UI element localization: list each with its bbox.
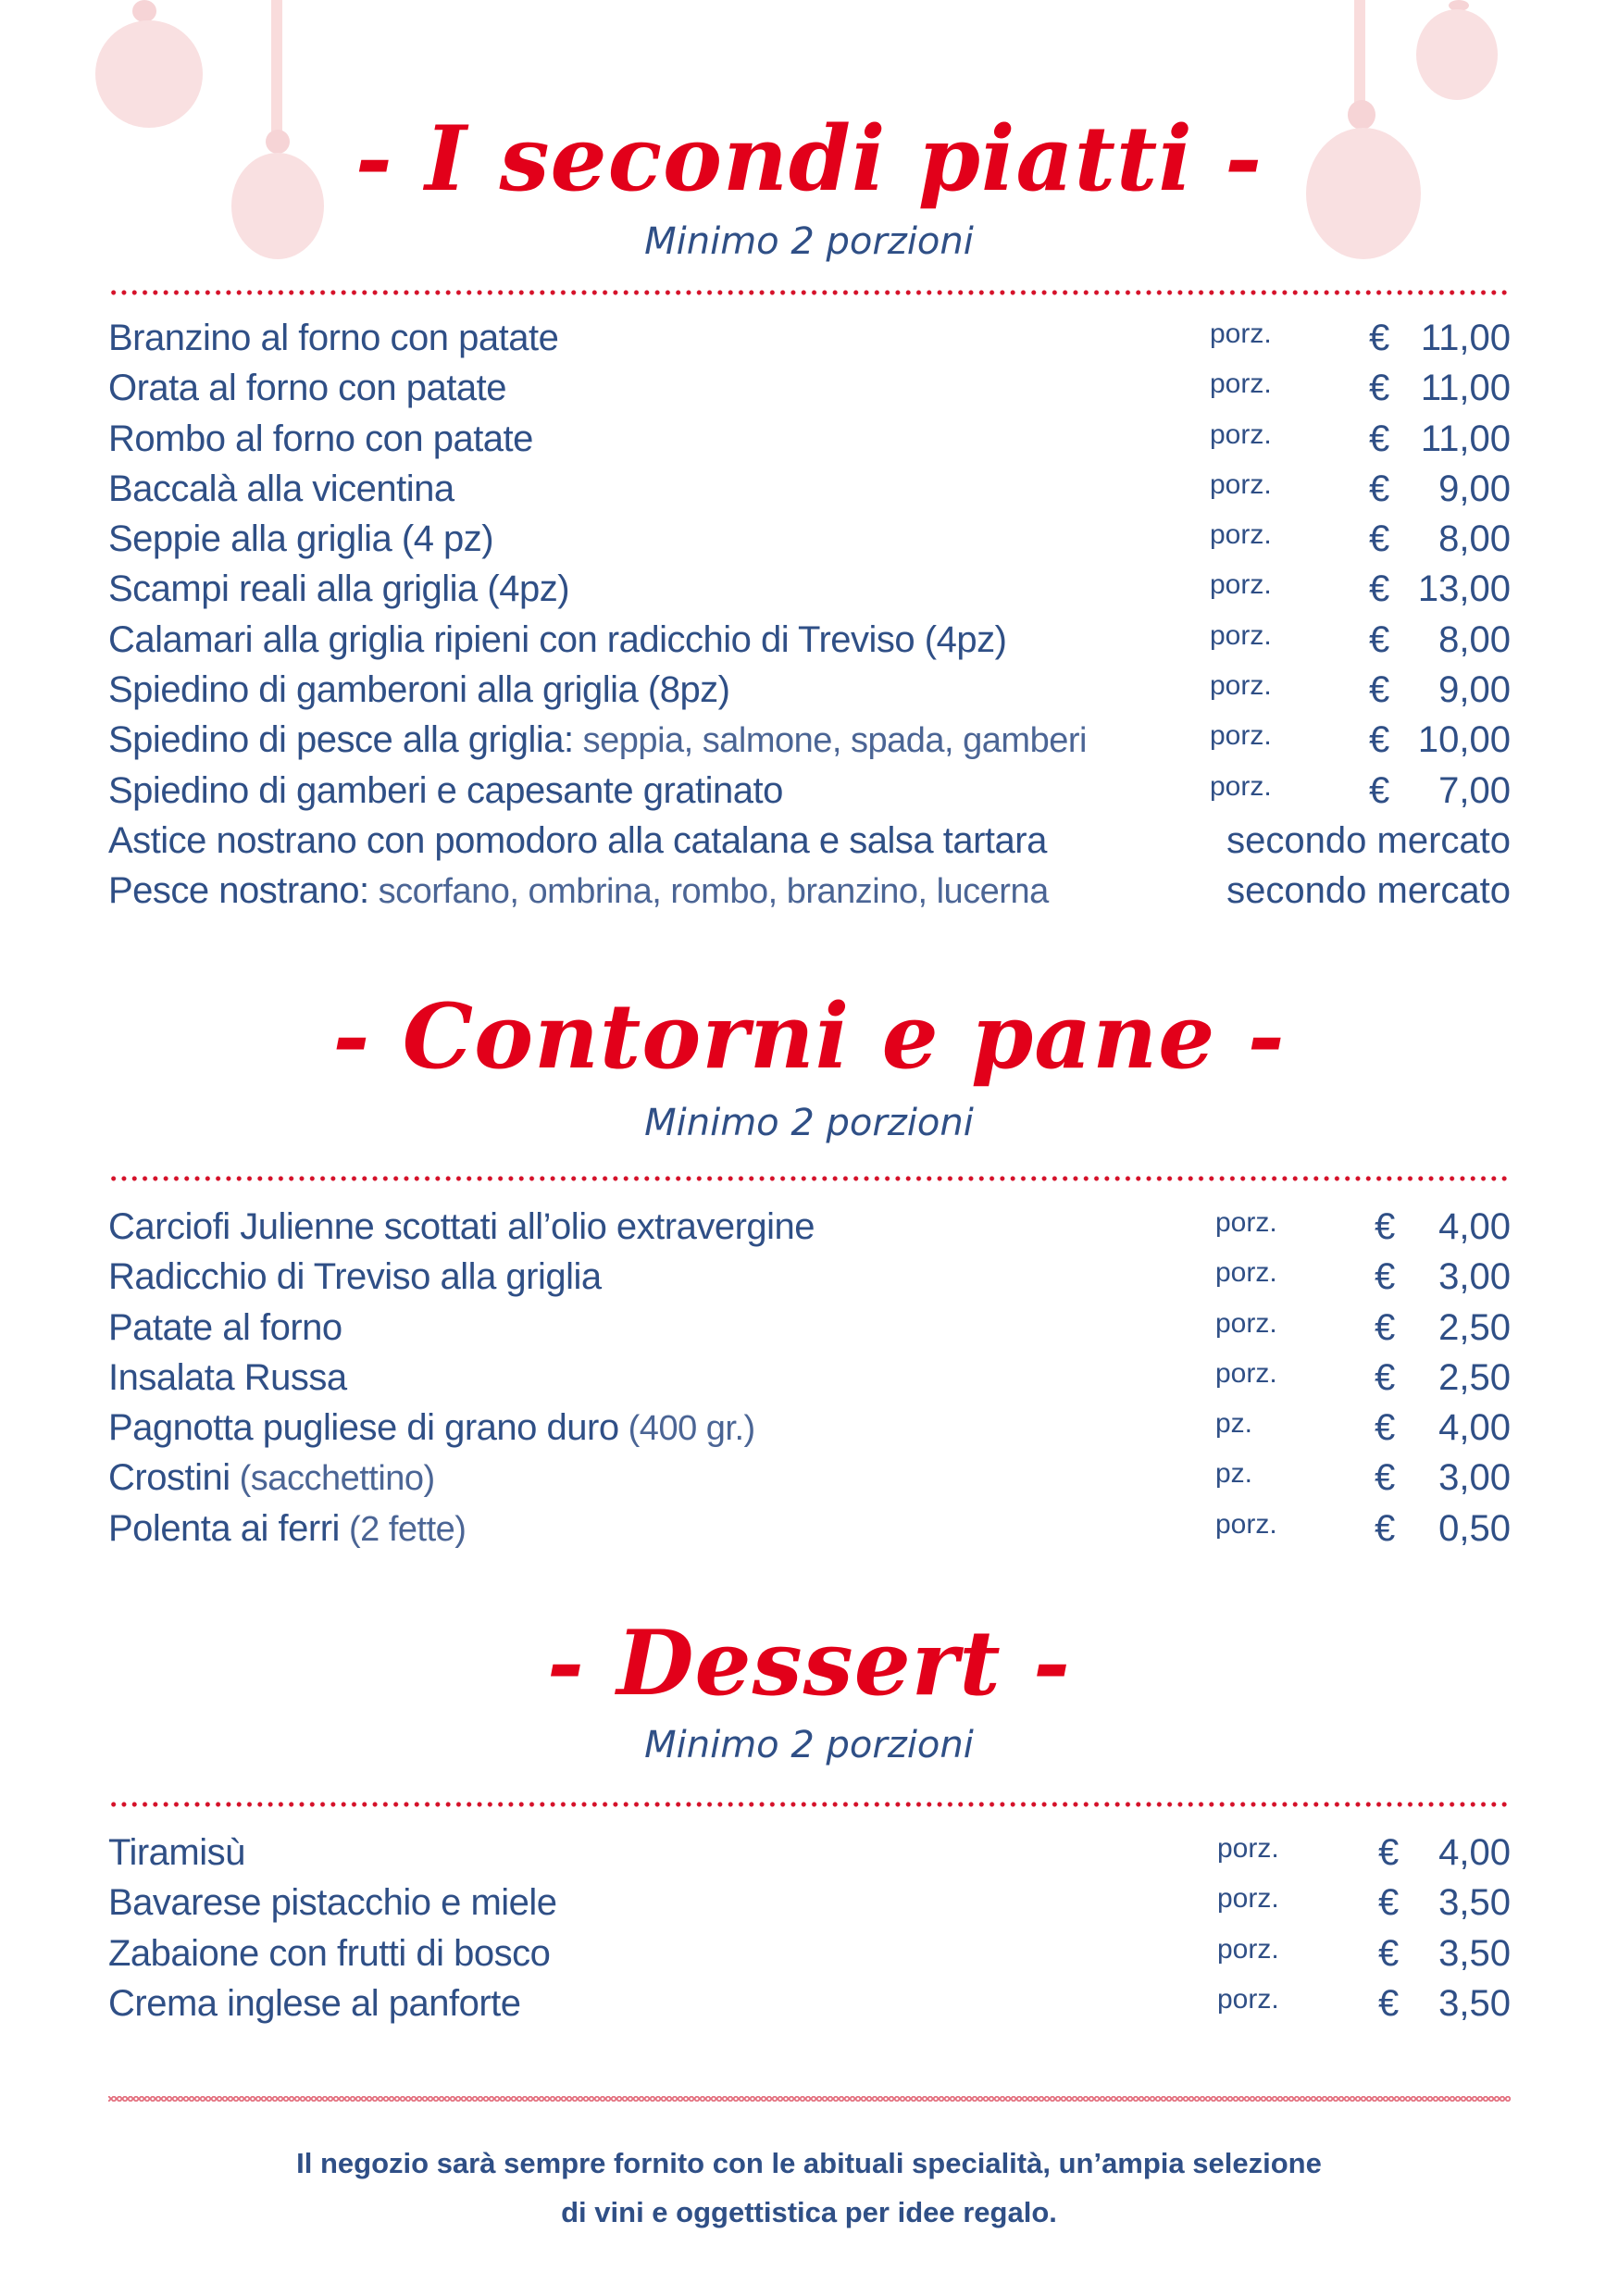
euro-sign-icon: € (1375, 1356, 1396, 1398)
menu-item-row (108, 615, 1511, 665)
menu-item-price: 11,00 (1420, 368, 1511, 409)
menu-item-unit: porz. (1210, 720, 1272, 752)
menu-item-row (108, 1878, 1511, 1928)
menu-item-price: 3,50 (1438, 1882, 1511, 1924)
menu-item-name: Rombo al forno con patate (108, 418, 533, 459)
menu-item-unit: porz. (1210, 468, 1272, 500)
euro-sign-icon: € (1378, 1932, 1400, 1974)
menu-item-price: 9,00 (1438, 468, 1511, 509)
menu-item-price: 2,50 (1438, 1306, 1511, 1348)
menu-item-unit: porz. (1215, 1508, 1277, 1540)
menu-item-row (108, 1828, 1511, 1878)
menu-item-name: Spiedino di pesce alla griglia: seppia, salmone, spada, gamberi (108, 719, 1087, 761)
menu-item-price: 0,50 (1438, 1507, 1511, 1549)
menu-item-price: 7,00 (1438, 769, 1511, 811)
dotted-divider (108, 1802, 1511, 1807)
menu-item-row (108, 1403, 1511, 1453)
menu-item-unit: porz. (1210, 418, 1272, 450)
menu-item-name: Spiedino di gamberoni alla griglia (8pz) (108, 669, 730, 711)
menu-item-price: 8,00 (1438, 618, 1511, 660)
euro-sign-icon: € (1378, 1882, 1400, 1924)
euro-sign-icon: € (1369, 518, 1390, 560)
menu-item-price: 3,00 (1438, 1457, 1511, 1499)
menu-item-market-price: secondo mercato (1226, 819, 1511, 861)
euro-sign-icon: € (1369, 318, 1390, 358)
menu-item-name: Astice nostrano con pomodoro alla catalana e salsa tartara (108, 819, 1047, 861)
menu-item-price: 8,00 (1438, 518, 1511, 560)
menu-item-unit: porz. (1210, 670, 1272, 702)
menu-item-note: (sacchettino) (230, 1459, 435, 1499)
menu-item-row (108, 766, 1511, 816)
menu-item-price: 9,00 (1438, 669, 1511, 711)
decorative-divider (108, 2096, 1511, 2102)
section-title-dessert: - Dessert - (547, 1611, 1071, 1716)
menu-item-name: Crostini (sacchettino) (108, 1457, 435, 1499)
menu-item-price: 2,50 (1438, 1356, 1511, 1398)
menu-item-row (108, 816, 1511, 866)
menu-list-secondi (108, 313, 1511, 917)
menu-item-name: Polenta ai ferri (2 fette) (108, 1507, 467, 1549)
menu-item-row (108, 1252, 1511, 1302)
menu-item-name: Insalata Russa (108, 1356, 347, 1398)
menu-item-name: Carciofi Julienne scottati all’olio extravergine (108, 1206, 815, 1247)
euro-sign-icon: € (1369, 769, 1390, 811)
menu-item-note: seppia, salmone, spada, gamberi (573, 721, 1087, 761)
section-subtitle-contorni: Minimo 2 porzioni (644, 1102, 974, 1144)
menu-item-price: 13,00 (1417, 568, 1511, 610)
menu-item-name: Seppie alla griglia (4 pz) (108, 518, 494, 560)
menu-item-price: 4,00 (1438, 1407, 1511, 1449)
menu-item-name: Baccalà alla vicentina (108, 468, 454, 509)
euro-sign-icon: € (1375, 1206, 1396, 1247)
footer-line-2: di vini e oggettistica per idee regalo. (561, 2196, 1057, 2228)
menu-item-name: Tiramisù (108, 1832, 245, 1873)
menu-item-unit: porz. (1217, 1983, 1279, 2015)
menu-item-price: 3,00 (1438, 1256, 1511, 1298)
euro-sign-icon: € (1369, 418, 1390, 459)
menu-item-name: Crema inglese al panforte (108, 1982, 521, 2024)
menu-item-unit: pz. (1215, 1408, 1253, 1440)
menu-item-price: 11,00 (1420, 418, 1511, 459)
menu-item-note: (2 fette) (339, 1509, 467, 1549)
menu-item-name: Radicchio di Treviso alla griglia (108, 1256, 602, 1298)
menu-item-unit: pz. (1215, 1458, 1253, 1490)
menu-item-price: 11,00 (1420, 318, 1511, 358)
menu-item-name: Calamari alla griglia ripieni con radicchio di Treviso (4pz) (108, 618, 1007, 660)
menu-item-unit: porz. (1210, 770, 1272, 802)
menu-item-unit: porz. (1210, 569, 1272, 601)
menu-item-note: scorfano, ombrina, rombo, branzino, lucerna (368, 872, 1049, 912)
menu-item-row (108, 1928, 1511, 1978)
menu-item-market-price: secondo mercato (1226, 870, 1511, 912)
menu-item-name: Zabaione con frutti di bosco (108, 1932, 551, 1974)
menu-item-row (108, 313, 1511, 363)
menu-item-price: 4,00 (1438, 1832, 1511, 1873)
section-subtitle-secondi: Minimo 2 porzioni (644, 220, 974, 263)
menu-item-row (108, 1978, 1511, 2028)
euro-sign-icon: € (1375, 1507, 1396, 1549)
menu-item-price: 3,50 (1438, 1932, 1511, 1974)
euro-sign-icon: € (1375, 1457, 1396, 1499)
menu-item-row (108, 363, 1511, 413)
euro-sign-icon: € (1369, 468, 1390, 509)
menu-item-row (108, 1353, 1511, 1403)
menu-item-price: 4,00 (1438, 1206, 1511, 1247)
euro-sign-icon: € (1378, 1832, 1400, 1873)
menu-item-price: 3,50 (1438, 1982, 1511, 2024)
section-title-secondi: - I secondi piatti - (355, 106, 1263, 211)
menu-item-row (108, 464, 1511, 514)
footer-note (0, 2139, 1618, 2237)
menu-item-row (108, 1504, 1511, 1554)
euro-sign-icon: € (1375, 1306, 1396, 1348)
euro-sign-icon: € (1375, 1407, 1396, 1449)
menu-item-unit: porz. (1215, 1207, 1277, 1238)
menu-item-unit: porz. (1210, 368, 1272, 400)
christmas-ornament-icon (1416, 0, 1509, 102)
section-subtitle-dessert: Minimo 2 porzioni (644, 1724, 974, 1766)
menu-item-name: Bavarese pistacchio e miele (108, 1882, 557, 1924)
menu-item-row (108, 715, 1511, 765)
euro-sign-icon: € (1369, 719, 1390, 761)
menu-item-unit: porz. (1215, 1357, 1277, 1389)
footer-line-1: Il negozio sarà sempre fornito con le abituali specialità, un’ampia selezione (296, 2147, 1322, 2179)
menu-item-unit: porz. (1210, 318, 1272, 349)
menu-item-row (108, 665, 1511, 715)
menu-item-unit: porz. (1210, 519, 1272, 551)
menu-item-name: Spiedino di gamberi e capesante gratinato (108, 769, 783, 811)
menu-item-name: Scampi reali alla griglia (4pz) (108, 568, 570, 610)
menu-item-unit: porz. (1217, 1883, 1279, 1915)
menu-item-name: Pagnotta pugliese di grano duro (400 gr.) (108, 1407, 755, 1449)
euro-sign-icon: € (1369, 618, 1390, 660)
menu-item-row (108, 866, 1511, 916)
menu-item-row (108, 514, 1511, 564)
menu-item-note: (400 gr.) (618, 1409, 755, 1449)
menu-item-unit: porz. (1210, 619, 1272, 651)
menu-item-name: Patate al forno (108, 1306, 342, 1348)
menu-item-row (108, 1202, 1511, 1252)
menu-item-row (108, 1453, 1511, 1503)
menu-item-row (108, 564, 1511, 614)
menu-item-row (108, 414, 1511, 464)
menu-list-contorni (108, 1202, 1511, 1554)
menu-item-unit: porz. (1215, 1257, 1277, 1289)
euro-sign-icon: € (1369, 568, 1390, 610)
menu-item-price: 10,00 (1417, 719, 1511, 761)
euro-sign-icon: € (1369, 669, 1390, 711)
menu-item-name: Pesce nostrano: scorfano, ombrina, rombo, branzino, lucerna (108, 870, 1049, 912)
menu-list-dessert (108, 1828, 1511, 2028)
menu-item-row (108, 1303, 1511, 1353)
euro-sign-icon: € (1378, 1982, 1400, 2024)
menu-item-name: Orata al forno con patate (108, 368, 506, 409)
dotted-divider (108, 290, 1511, 295)
menu-item-name: Branzino al forno con patate (108, 318, 559, 358)
menu-item-unit: porz. (1217, 1833, 1279, 1864)
euro-sign-icon: € (1375, 1256, 1396, 1298)
euro-sign-icon: € (1369, 368, 1390, 409)
dotted-divider (108, 1176, 1511, 1181)
menu-item-unit: porz. (1215, 1307, 1277, 1339)
section-title-contorni: - Contorni e pane - (332, 984, 1286, 1089)
menu-item-unit: porz. (1217, 1933, 1279, 1965)
